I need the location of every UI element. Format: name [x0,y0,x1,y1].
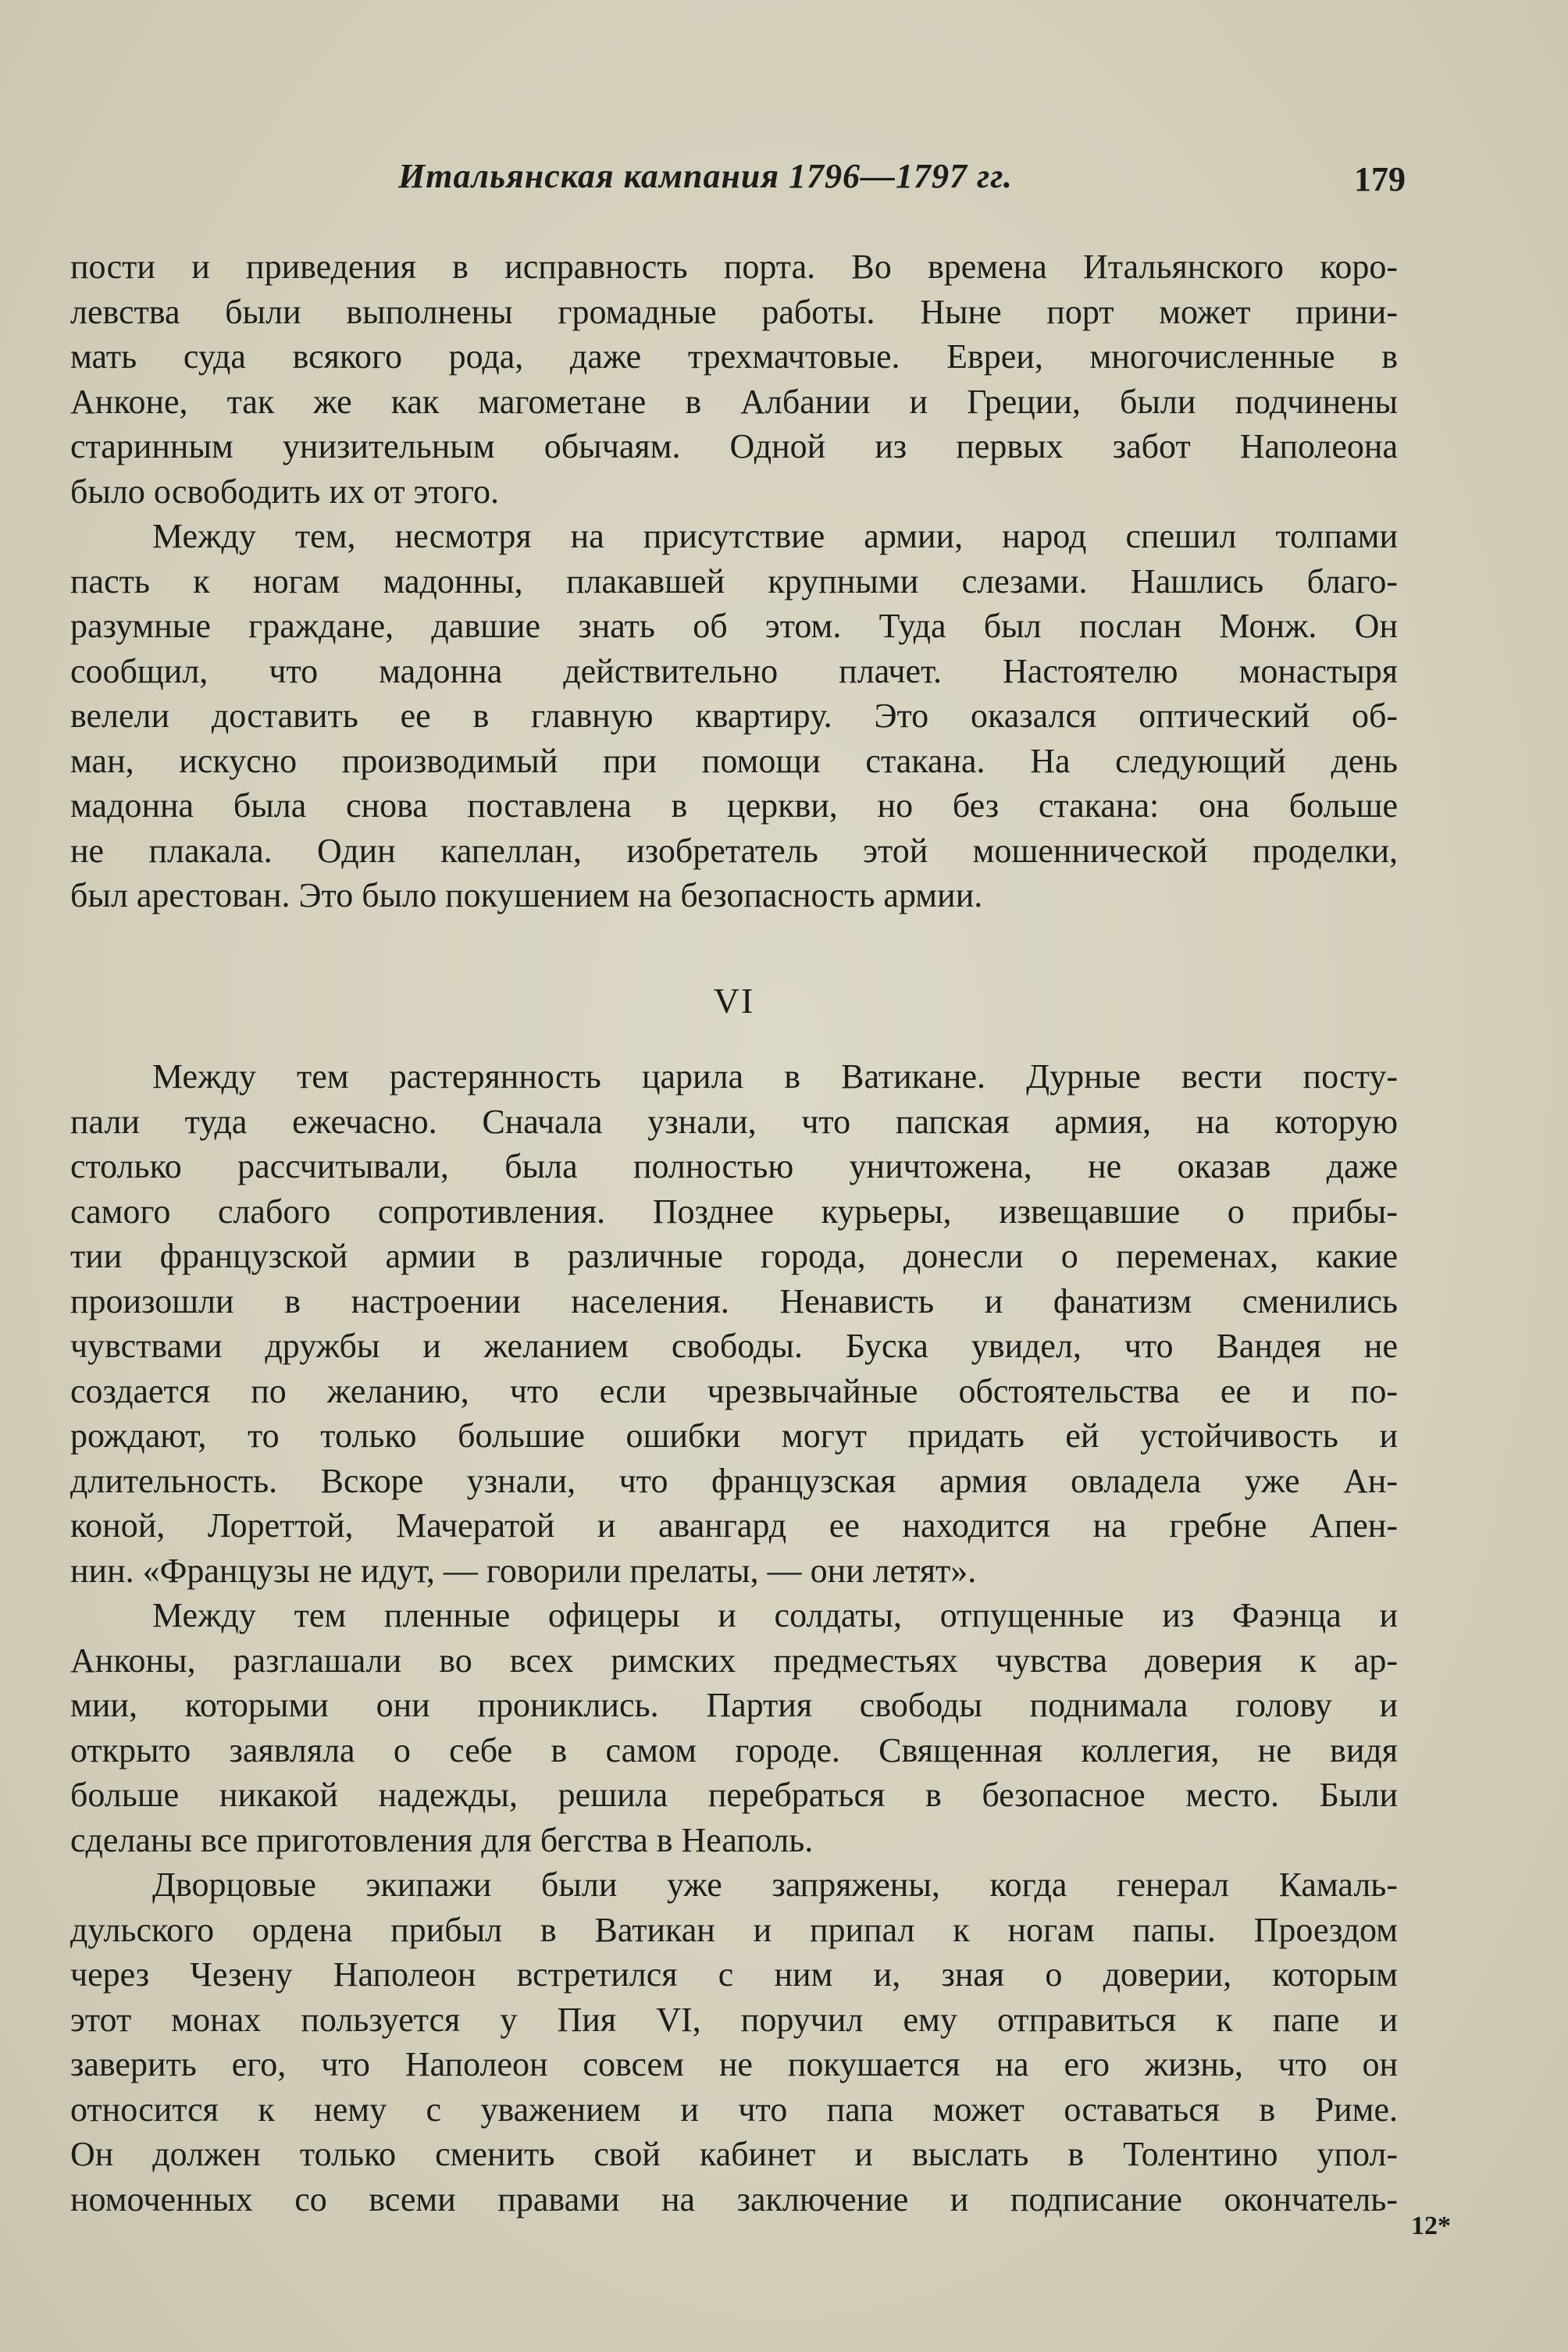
text-block-top [70,244,1398,918]
text-line: велели доставить ее в главную квартиру. Это оказался оптический об- [70,697,1398,735]
text-line: сделаны все приготовления для бегства в Неаполь. [70,1820,814,1859]
text-line: не плакала. Один капеллан, изобретатель этой мошеннической проделки, [70,831,1398,870]
text-line: пали туда ежечасно. Сначала узнали, что папская армия, на которую [70,1102,1398,1141]
text-line: старинным унизительным обычаям. Одной из первых забот Наполеона [70,427,1398,465]
page-number: 179 [1354,160,1406,198]
section-number: VI [713,981,755,1021]
text-line: относится к нему с уважением и что папа может оставаться в Риме. [70,2090,1398,2129]
text-line: столько рассчитывали, была полностью уничтожена, не оказав даже [70,1147,1398,1185]
text-line: Между тем, несмотря на присутствие армии, народ спешил толпами [152,517,1398,555]
text-line: Между тем растерянность царила в Ватикане. Дурные вести посту- [152,1057,1398,1096]
text-line: было освободить их от этого. [70,472,500,511]
text-line: создается по желанию, что если чрезвычайные обстоятельства ее и по- [70,1371,1398,1410]
text-line: мии, которыми они прониклись. Партия свободы поднимала голову и [70,1686,1398,1724]
text-line: чувствами дружбы и желанием свободы. Буска увидел, что Вандея не [70,1327,1398,1365]
text-line: самого слабого сопротивления. Позднее курьеры, извещавшие о прибы- [70,1192,1398,1231]
text-line: Он должен только сменить свой кабинет и выслать в Толентино упол- [70,2135,1398,2173]
text-line: номоченных со всеми правами на заключение и подписание окончатель- [70,2179,1398,2218]
text-line: больше никакой надежды, решила перебраться в безопасное место. Были [70,1776,1398,1814]
text-line: Между тем пленные офицеры и солдаты, отпущенные из Фаэнца и [152,1596,1398,1634]
text-line: через Чезену Наполеон встретился с ним и, зная о доверии, которым [70,1955,1398,1994]
text-line: был арестован. Это было покушением на безопасность армии. [70,876,983,914]
text-line: разумные граждане, давшие знать об этом. Туда был послан Монж. Он [70,607,1398,645]
text-line: коной, Лореттой, Мачератой и авангард ее находится на гребне Апен- [70,1506,1398,1545]
text-line: дульского ордена прибыл в Ватикан и припал к ногам папы. Проездом [70,1910,1398,1949]
text-line: мать суда всякого рода, даже трехмачтовые. Евреи, многочисленные в [70,337,1398,376]
text-line: нин. «Французы не идут, — говорили прелаты, — они летят». [70,1551,977,1590]
signature-mark: 12* [1411,2211,1451,2240]
text-block-main [70,1054,1398,2222]
text-line: пасть к ногам мадонны, плакавшей крупными слезами. Нашлись благо- [70,561,1398,600]
text-line: заверить его, что Наполеон совсем не покушается на его жизнь, что он [70,2045,1398,2083]
text-line: Анконы, разглашали во всех римских предместьях чувства доверия к ар- [70,1641,1398,1680]
text-line: левства были выполнены громадные работы. Ныне порт может прини- [70,292,1398,331]
text-line: этот монах пользуется у Пия VI, поручил ему отправиться к папе и [70,2000,1398,2039]
text-line: мадонна была снова поставлена в церкви, но без стакана: она больше [70,786,1398,825]
text-line: пости и приведения в исправность порта. Во времена Итальянского коро- [70,248,1398,286]
text-line: ман, искусно производимый при помощи стакана. На следующий день [70,741,1398,780]
text-line: рождают, то только большие ошибки могут придать ей устойчивость и [70,1417,1398,1455]
running-title: Итальянская кампания 1796—1797 гг. [398,157,1013,195]
text-line: тии французской армии в различные города, донесли о переменах, какие [70,1237,1398,1275]
text-line: Дворцовые экипажи были уже запряжены, когда генерал Камаль- [152,1866,1398,1904]
text-line: Анконе, так же как магометане в Албании и Греции, были подчинены [70,382,1398,421]
running-head [70,156,1413,211]
text-line: открыто заявляла о себе в самом городе. Священная коллегия, не видя [70,1730,1398,1769]
text-line: произошли в настроении населения. Ненависть и фанатизм сменились [70,1281,1398,1320]
text-line: длительность. Вскоре узнали, что французская армия овладела уже Ан- [70,1461,1398,1500]
text-line: сообщил, что мадонна действительно плачет. Настоятелю монастыря [70,651,1398,690]
